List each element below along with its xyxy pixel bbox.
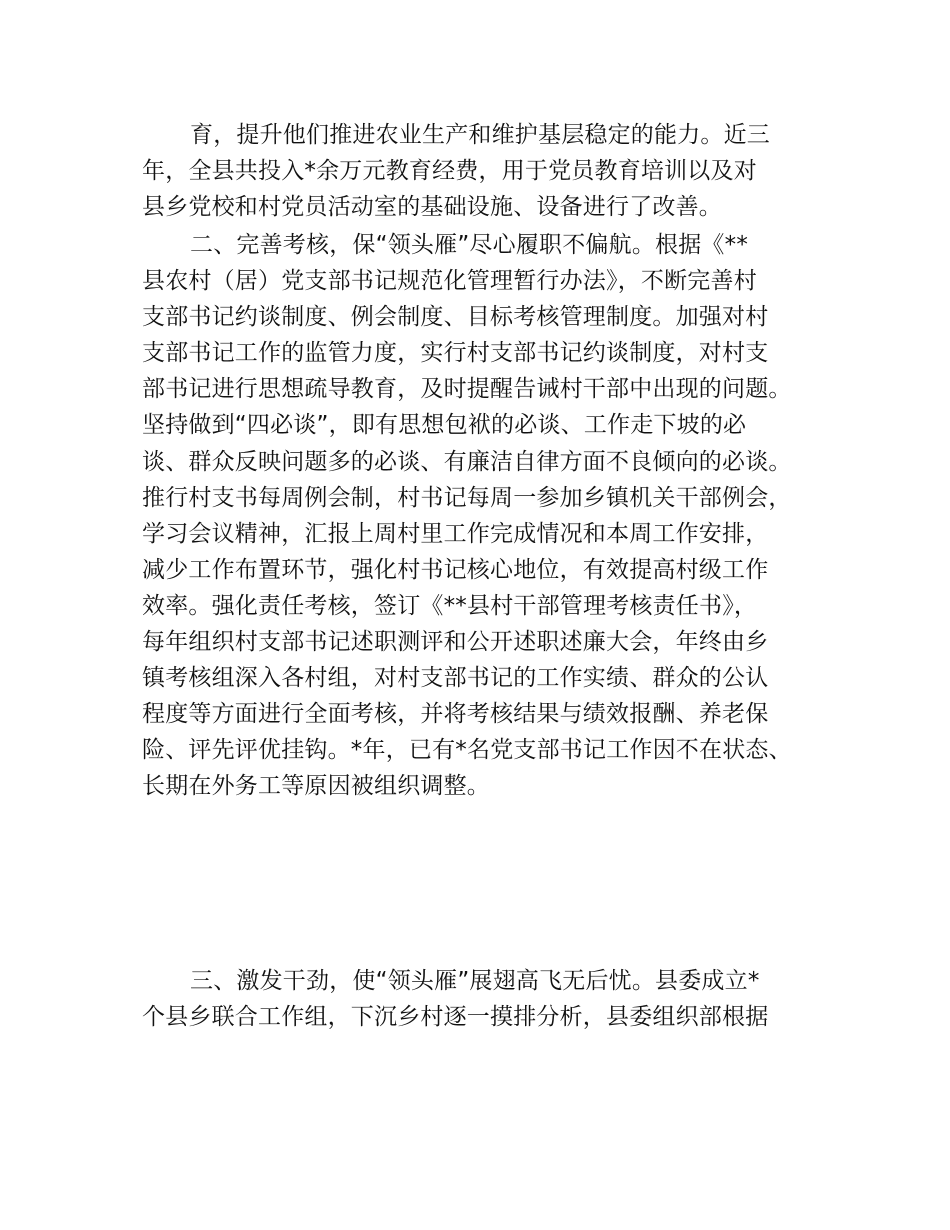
paragraph-line: 长期在外务工等原因被组织调整。	[142, 773, 490, 800]
paragraph-line: 坚持做到“四必谈”，即有思想包袱的必谈、工作走下坡的必	[142, 412, 747, 439]
paragraph-line: 年，全县共投入*余万元教育经费，用于党员教育培训以及对	[142, 158, 757, 185]
paragraph-line	[142, 841, 842, 877]
paragraph-line: 谈、群众反映问题多的必谈、有廉洁自律方面不良倾向的必谈。	[142, 448, 792, 475]
paragraph-line: 育，提升他们推进农业生产和维护基层稳定的能力。近三	[190, 122, 770, 148]
paragraph-line	[142, 877, 842, 913]
paragraph-line: 县农村（居）党支部书记规范化管理暂行办法》，不断完善村	[142, 268, 757, 295]
paragraph-line: 每年组织村支部书记述职测评和公开述职述廉大会，年终由乡	[142, 629, 769, 656]
paragraph-line: 推行村支书每周例会制，村书记每周一参加乡镇机关干部例会，	[142, 484, 792, 511]
paragraph-line: 三、激发干劲，使“领头雁”展翅高飞无后忧。县委成立*	[190, 968, 760, 994]
paragraph-line: 镇考核组深入各村组，对村支部书记的工作实绩、群众的公认	[142, 665, 769, 692]
paragraph-line: 学习会议精神，汇报上周村里工作完成情况和本周工作安排，	[142, 520, 769, 547]
paragraph-2	[142, 227, 842, 913]
paragraph-line: 二、完善考核，保“领头雁”尽心履职不偏航。根据《**	[190, 232, 749, 258]
paragraph-line: 县乡党校和村党员活动室的基础设施、设备进行了改善。	[142, 194, 722, 221]
paragraph-line: 效率。强化责任考核，签订《**县村干部管理考核责任书》，	[142, 592, 758, 619]
paragraph-line: 减少工作布置环节，强化村书记核心地位，有效提高村级工作	[142, 556, 769, 583]
paragraph-line: 部书记进行思想疏导教育，及时提醒告诫村干部中出现的问题。	[142, 376, 792, 403]
paragraph-line: 支部书记约谈制度、例会制度、目标考核管理制度。加强对村	[142, 304, 769, 331]
paragraph-1	[142, 117, 842, 225]
paragraph-line: 支部书记工作的监管力度，实行村支部书记约谈制度，对村支	[142, 340, 769, 367]
paragraph-line	[142, 805, 842, 841]
paragraph-line: 险、评先评优挂钩。*年，已有*名党支部书记工作因不在状态、	[142, 737, 792, 764]
paragraph-3	[142, 963, 842, 1035]
paragraph-line: 个县乡联合工作组，下沉乡村逐一摸排分析，县委组织部根据	[142, 1004, 769, 1031]
paragraph-line: 程度等方面进行全面考核，并将考核结果与绩效报酬、养老保	[142, 701, 769, 728]
